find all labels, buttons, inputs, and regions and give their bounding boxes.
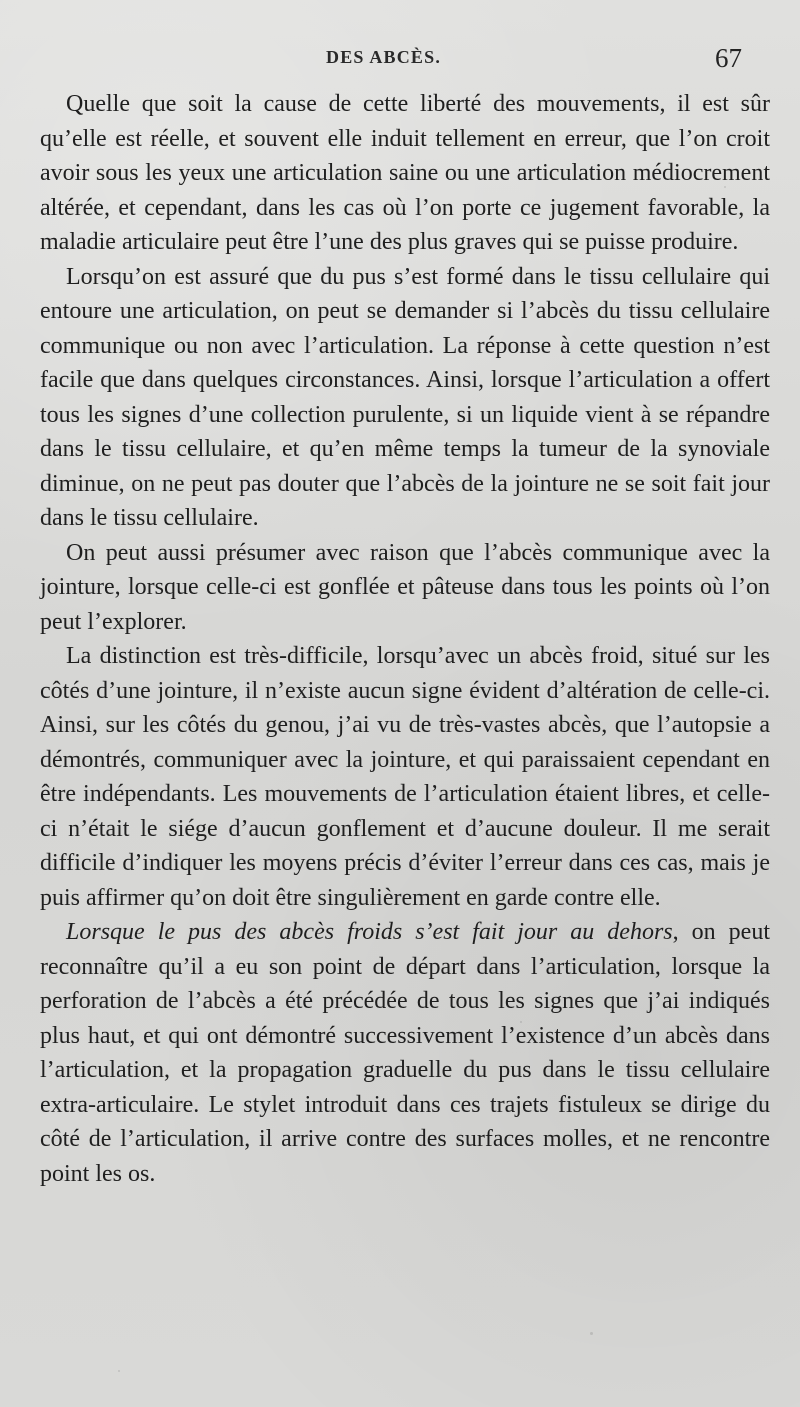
page-header: [54, 43, 742, 76]
paragraph-1: Quelle que soit la cause de cette liberté des mouvements, il est sûr qu’elle est réelle, et souvent elle induit tellement en erreur, que l’on croit avoir sous les yeux une articulation saine ou une articulation médiocrement altérée, et cependant, dans les cas où l’on porte ce jugement favorable, la maladie articulaire peut être l’une des plus graves qui se puisse produire.: [40, 91, 770, 255]
paragraph-2: Lorsqu’on est assuré que du pus s’est formé dans le tissu cellulaire qui entoure une articulation, on peut se demander si l’abcès du tissu cellulaire communique ou non avec l’articulation. La réponse à cette question n’est facile que dans quelques circonstances. Ainsi, lorsque l’articulation a offert tous les signes d’une collection purulente, si un liquide vient à se répandre dans le tissu cellulaire, et qu’en même temps la tumeur de la synoviale diminue, on ne peut pas douter que l’abcès de la jointure ne se soit fait jour dans le tissu cellulaire.: [40, 263, 770, 531]
paragraph-3: On peut aussi présumer avec raison que l’abcès communique avec la jointure, lorsque celle-ci est gonflée et pâteuse dans tous les points où l’on peut l’explorer.: [40, 539, 770, 635]
paragraph-5-rest: , on peut reconnaître qu’il a eu son point de départ dans l’articulation, lorsque la perforation de l’abcès a été précédée de tous les signes que j’ai indiqués plus haut, et qui ont démontré successivement l’existence d’un abcès dans l’articulation, et la propagation graduelle du pus dans le tissu cellulaire extra-articulaire. Le stylet introduit dans ces trajets fistuleux se dirige du côté de l’articulation, il arrive contre des surfaces molles, et ne rencontre point les os.: [40, 919, 770, 1187]
paper-speckle: [724, 186, 726, 188]
paper-speckle: [590, 1332, 593, 1335]
paper-speckle: [118, 1370, 120, 1372]
paper-speckle: [520, 1021, 522, 1023]
page-number: 67: [715, 43, 742, 73]
body-text: [40, 87, 770, 1191]
paragraph-4: La distinction est très-difficile, lorsqu’avec un abcès froid, situé sur les côtés d’une jointure, il n’existe aucun signe évident d’altération de celle-ci. Ainsi, sur les côtés du genou, j’ai vu de très-vastes abcès, que l’autopsie a démontrés, communiquer avec la jointure, et qui paraissaient cependant en être indépendants. Les mouvements de l’articulation étaient libres, et celle-ci n’était le siége d’aucun gonflement et d’aucune douleur. Il me serait difficile d’indiquer les moyens précis d’éviter l’erreur dans ces cas, mais je puis affirmer qu’on doit être singulièrement en garde contre elle.: [40, 643, 770, 911]
paragraph-5: [40, 915, 770, 1191]
running-head: DES ABCÈS.: [326, 47, 442, 67]
paragraph-5-italic-lead: Lorsque le pus des abcès froids s’est fait jour au dehors: [66, 919, 673, 945]
